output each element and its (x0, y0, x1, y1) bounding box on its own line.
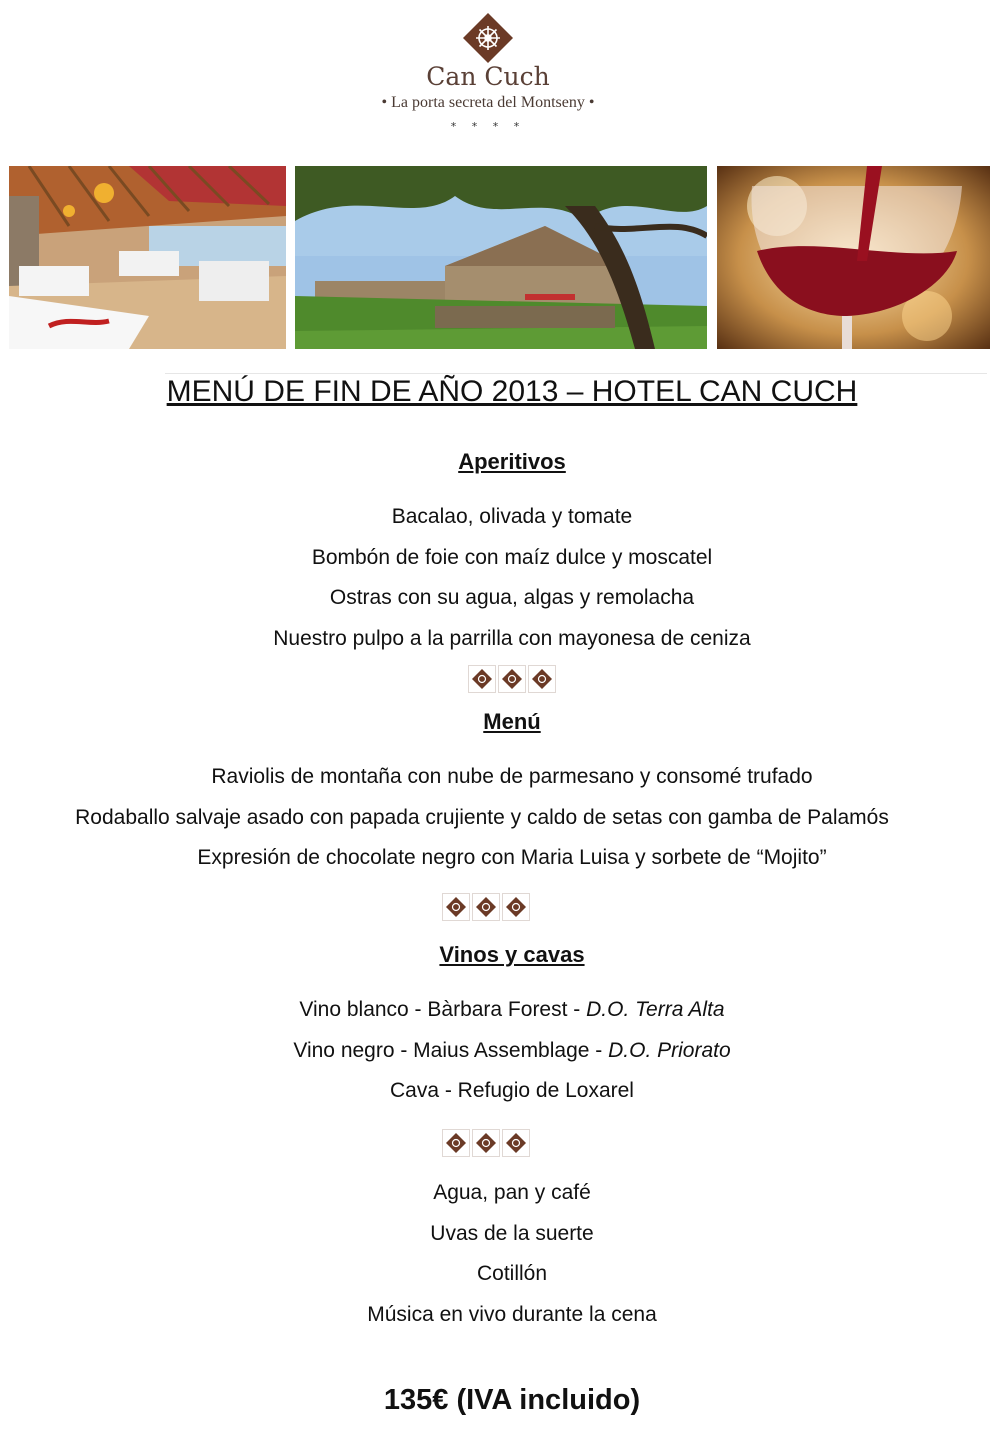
menu-title: MENÚ DE FIN DE AÑO 2013 – HOTEL CAN CUCH (166, 375, 858, 408)
aperitivo-item: Bacalao, olivada y tomate (391, 505, 633, 528)
extra-item: Cotillón (476, 1262, 548, 1285)
photo-wine (717, 166, 990, 349)
wines-heading: Vinos y cavas (439, 942, 585, 967)
wine-item (0, 1039, 1000, 1063)
diamond-ornament-icon (472, 893, 500, 921)
aperitivo-item: Bombón de foie con maíz dulce y moscatel (311, 546, 713, 569)
wine-name: Cava - Refugio de Loxarel (390, 1079, 634, 1102)
menu-heading: Menú (483, 709, 541, 734)
diamond-ornament-icon (442, 1129, 470, 1157)
diamond-ornament-icon (528, 665, 556, 693)
aperitivos-heading: Aperitivos (458, 449, 566, 474)
header (0, 0, 1000, 150)
main-dish-item: Expresión de chocolate negro con Maria Luisa y sorbete de “Mojito” (197, 846, 827, 869)
main-dish-item: Raviolis de montaña con nube de parmesano y consomé trufado (211, 765, 813, 788)
wine-origin: D.O. Terra Alta (586, 998, 725, 1021)
photo-restaurant (9, 166, 286, 349)
wine-origin: D.O. Priorato (608, 1039, 731, 1062)
diamond-ornament-icon (442, 893, 470, 921)
tagline: • La porta secreta del Montseny • (381, 94, 595, 111)
hotel-stars: * * * * (450, 120, 526, 133)
menu-price: 135€ (IVA incluido) (383, 1384, 641, 1416)
photo-farmhouse (295, 166, 707, 349)
ornament-divider (0, 1129, 998, 1157)
extra-item: Música en vivo durante la cena (367, 1303, 657, 1326)
wine-name: Vino negro - Maius Assemblage - (293, 1039, 609, 1062)
diamond-ornament-icon (472, 1129, 500, 1157)
aperitivo-item: Nuestro pulpo a la parrilla con mayonesa de ceniza (273, 627, 751, 650)
ornament-divider (0, 665, 1000, 693)
extra-item: Agua, pan y café (433, 1181, 591, 1204)
diamond-ornament-icon (502, 1129, 530, 1157)
aperitivo-item: Ostras con su agua, algas y remolacha (329, 586, 695, 609)
diamond-ornament-icon (468, 665, 496, 693)
wine-item (0, 1079, 1000, 1103)
diamond-ornament-icon (498, 665, 526, 693)
divider (165, 373, 987, 374)
brand-name: Can Cuch (426, 62, 550, 91)
diamond-ornament-icon (502, 893, 530, 921)
extra-item: Uvas de la suerte (430, 1222, 594, 1245)
ornament-divider (0, 893, 998, 921)
main-dish-item: Rodaballo salvaje asado con papada crujiente y caldo de setas con gamba de Palamós (75, 806, 889, 829)
can-cuch-logo-icon (462, 12, 514, 64)
wine-item (0, 998, 1000, 1022)
wine-name: Vino blanco - Bàrbara Forest - (299, 998, 587, 1021)
